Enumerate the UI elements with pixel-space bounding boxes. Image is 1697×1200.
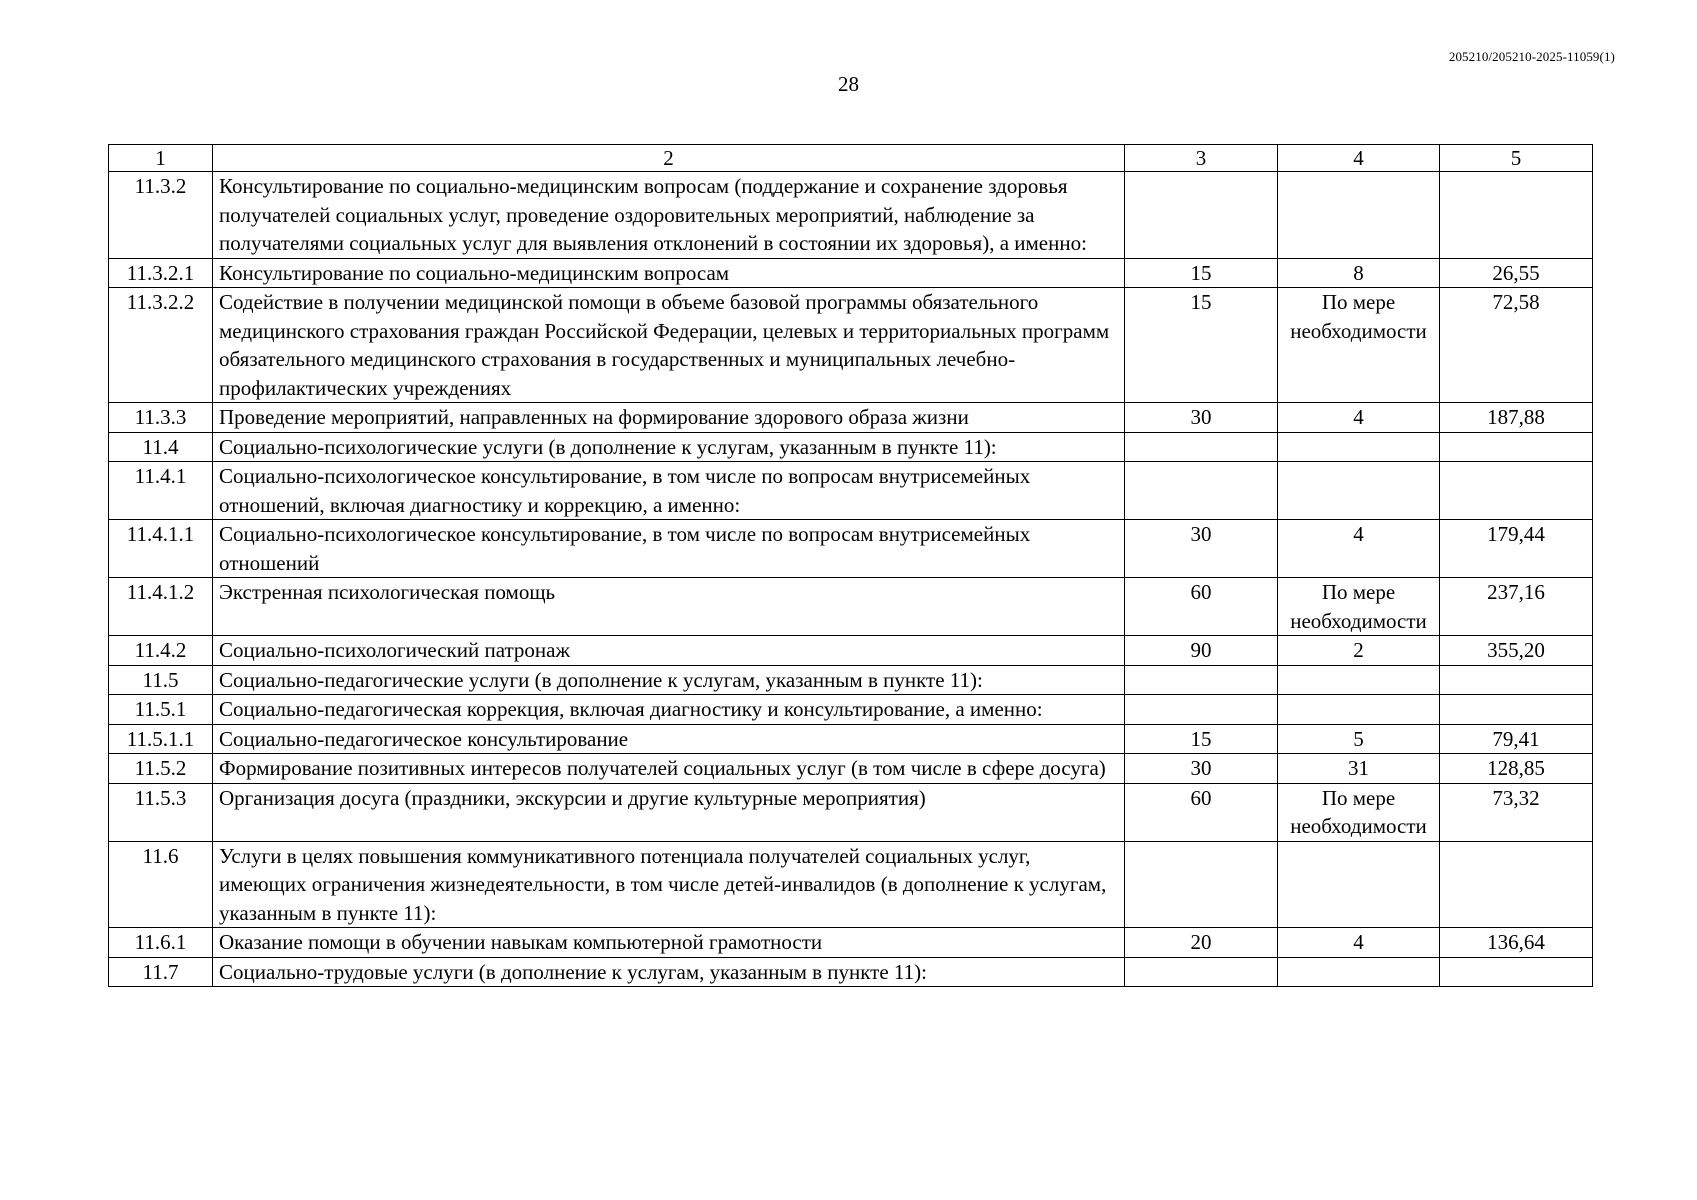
item-number-cell: 11.4.1.2 [109, 578, 213, 636]
table-row [109, 636, 1593, 666]
frequency-cell: 31 [1278, 754, 1440, 784]
price-cell: 355,20 [1440, 636, 1593, 666]
table-row [109, 928, 1593, 958]
price-cell: 72,58 [1440, 288, 1593, 403]
price-cell [1440, 841, 1593, 928]
services-table [108, 144, 1593, 987]
duration-cell: 30 [1125, 754, 1278, 784]
item-number-cell: 11.3.2.1 [109, 258, 213, 288]
price-cell: 237,16 [1440, 578, 1593, 636]
table-row [109, 578, 1593, 636]
frequency-cell [1278, 462, 1440, 520]
service-name-cell: Содействие в получении медицинской помощи в объеме базовой программы обязательного медицинского страхования граждан Российской Федерации, целевых и территориальных программ обязательного медицинского страхования в государственных и муниципальных лечебно-профилактических учреждениях [213, 288, 1125, 403]
duration-cell [1125, 432, 1278, 462]
table-body [109, 172, 1593, 987]
frequency-cell: По мере необходимости [1278, 578, 1440, 636]
item-number-cell: 11.3.2 [109, 172, 213, 259]
duration-cell [1125, 172, 1278, 259]
price-cell: 187,88 [1440, 403, 1593, 433]
price-cell [1440, 172, 1593, 259]
service-name-cell: Социально-педагогические услуги (в дополнение к услугам, указанным в пункте 11): [213, 665, 1125, 695]
frequency-cell: По мере необходимости [1278, 783, 1440, 841]
frequency-cell [1278, 957, 1440, 987]
table-row [109, 754, 1593, 784]
frequency-cell: По мере необходимости [1278, 288, 1440, 403]
service-name-cell: Организация досуга (праздники, экскурсии и другие культурные мероприятия) [213, 783, 1125, 841]
service-name-cell: Экстренная психологическая помощь [213, 578, 1125, 636]
table-header-row [109, 145, 1593, 172]
service-name-cell: Социально-психологическое консультирование, в том числе по вопросам внутрисемейных отношений, включая диагностику и коррекцию, а именно: [213, 462, 1125, 520]
table-row [109, 462, 1593, 520]
item-number-cell: 11.5.2 [109, 754, 213, 784]
service-name-cell: Социально-трудовые услуги (в дополнение к услугам, указанным в пункте 11): [213, 957, 1125, 987]
price-cell: 26,55 [1440, 258, 1593, 288]
item-number-cell: 11.3.2.2 [109, 288, 213, 403]
item-number-cell: 11.4 [109, 432, 213, 462]
duration-cell [1125, 695, 1278, 725]
service-name-cell: Услуги в целях повышения коммуникативного потенциала получателей социальных услуг, имеющих ограничения жизнедеятельности, в том числе детей-инвалидов (в дополнение к услугам, указанным в пункте 11): [213, 841, 1125, 928]
item-number-cell: 11.5.1.1 [109, 724, 213, 754]
frequency-cell: 2 [1278, 636, 1440, 666]
service-name-cell: Консультирование по социально-медицинским вопросам [213, 258, 1125, 288]
table-row [109, 665, 1593, 695]
item-number-cell: 11.7 [109, 957, 213, 987]
page-number: 28 [838, 72, 859, 96]
frequency-cell [1278, 841, 1440, 928]
table-row [109, 841, 1593, 928]
table-row [109, 957, 1593, 987]
service-name-cell: Оказание помощи в обучении навыкам компьютерной грамотности [213, 928, 1125, 958]
duration-cell: 60 [1125, 578, 1278, 636]
header-cell: 3 [1125, 145, 1278, 172]
duration-cell [1125, 841, 1278, 928]
price-cell: 79,41 [1440, 724, 1593, 754]
item-number-cell: 11.6 [109, 841, 213, 928]
header-cell: 2 [213, 145, 1125, 172]
price-cell: 136,64 [1440, 928, 1593, 958]
price-cell: 179,44 [1440, 520, 1593, 578]
table-row [109, 172, 1593, 259]
item-number-cell: 11.5.3 [109, 783, 213, 841]
table-row [109, 783, 1593, 841]
duration-cell [1125, 462, 1278, 520]
frequency-cell: 5 [1278, 724, 1440, 754]
frequency-cell [1278, 695, 1440, 725]
duration-cell: 15 [1125, 288, 1278, 403]
table-row [109, 258, 1593, 288]
document-code: 205210/205210-2025-11059(1) [1448, 49, 1615, 64]
frequency-cell: 8 [1278, 258, 1440, 288]
service-name-cell: Проведение мероприятий, направленных на формирование здорового образа жизни [213, 403, 1125, 433]
service-name-cell: Социально-психологические услуги (в дополнение к услугам, указанным в пункте 11): [213, 432, 1125, 462]
frequency-cell [1278, 432, 1440, 462]
frequency-cell [1278, 665, 1440, 695]
duration-cell: 30 [1125, 520, 1278, 578]
item-number-cell: 11.4.1.1 [109, 520, 213, 578]
price-cell [1440, 695, 1593, 725]
frequency-cell: 4 [1278, 928, 1440, 958]
duration-cell: 15 [1125, 724, 1278, 754]
price-cell [1440, 462, 1593, 520]
duration-cell: 60 [1125, 783, 1278, 841]
service-name-cell: Формирование позитивных интересов получателей социальных услуг (в том числе в сфере досуга) [213, 754, 1125, 784]
frequency-cell [1278, 172, 1440, 259]
duration-cell [1125, 665, 1278, 695]
item-number-cell: 11.4.1 [109, 462, 213, 520]
frequency-cell: 4 [1278, 403, 1440, 433]
table-row [109, 695, 1593, 725]
duration-cell: 30 [1125, 403, 1278, 433]
item-number-cell: 11.4.2 [109, 636, 213, 666]
price-cell: 128,85 [1440, 754, 1593, 784]
price-cell [1440, 665, 1593, 695]
table-row [109, 288, 1593, 403]
duration-cell [1125, 957, 1278, 987]
service-name-cell: Консультирование по социально-медицинским вопросам (поддержание и сохранение здоровья получателей социальных услуг, проведение оздоровительных мероприятий, наблюдение за получателями социальных услуг для выявления отклонений в состоянии их здоровья), а именно: [213, 172, 1125, 259]
service-name-cell: Социально-педагогическое консультирование [213, 724, 1125, 754]
item-number-cell: 11.3.3 [109, 403, 213, 433]
duration-cell: 90 [1125, 636, 1278, 666]
header-cell: 1 [109, 145, 213, 172]
table-row [109, 403, 1593, 433]
header-cell: 4 [1278, 145, 1440, 172]
item-number-cell: 11.5.1 [109, 695, 213, 725]
table-row [109, 520, 1593, 578]
duration-cell: 15 [1125, 258, 1278, 288]
price-cell [1440, 432, 1593, 462]
service-name-cell: Социально-психологический патронаж [213, 636, 1125, 666]
header-cell: 5 [1440, 145, 1593, 172]
table-row [109, 724, 1593, 754]
item-number-cell: 11.5 [109, 665, 213, 695]
table-row [109, 432, 1593, 462]
item-number-cell: 11.6.1 [109, 928, 213, 958]
price-cell: 73,32 [1440, 783, 1593, 841]
service-name-cell: Социально-психологическое консультирование, в том числе по вопросам внутрисемейных отношений [213, 520, 1125, 578]
frequency-cell: 4 [1278, 520, 1440, 578]
duration-cell: 20 [1125, 928, 1278, 958]
price-cell [1440, 957, 1593, 987]
service-name-cell: Социально-педагогическая коррекция, включая диагностику и консультирование, а именно: [213, 695, 1125, 725]
